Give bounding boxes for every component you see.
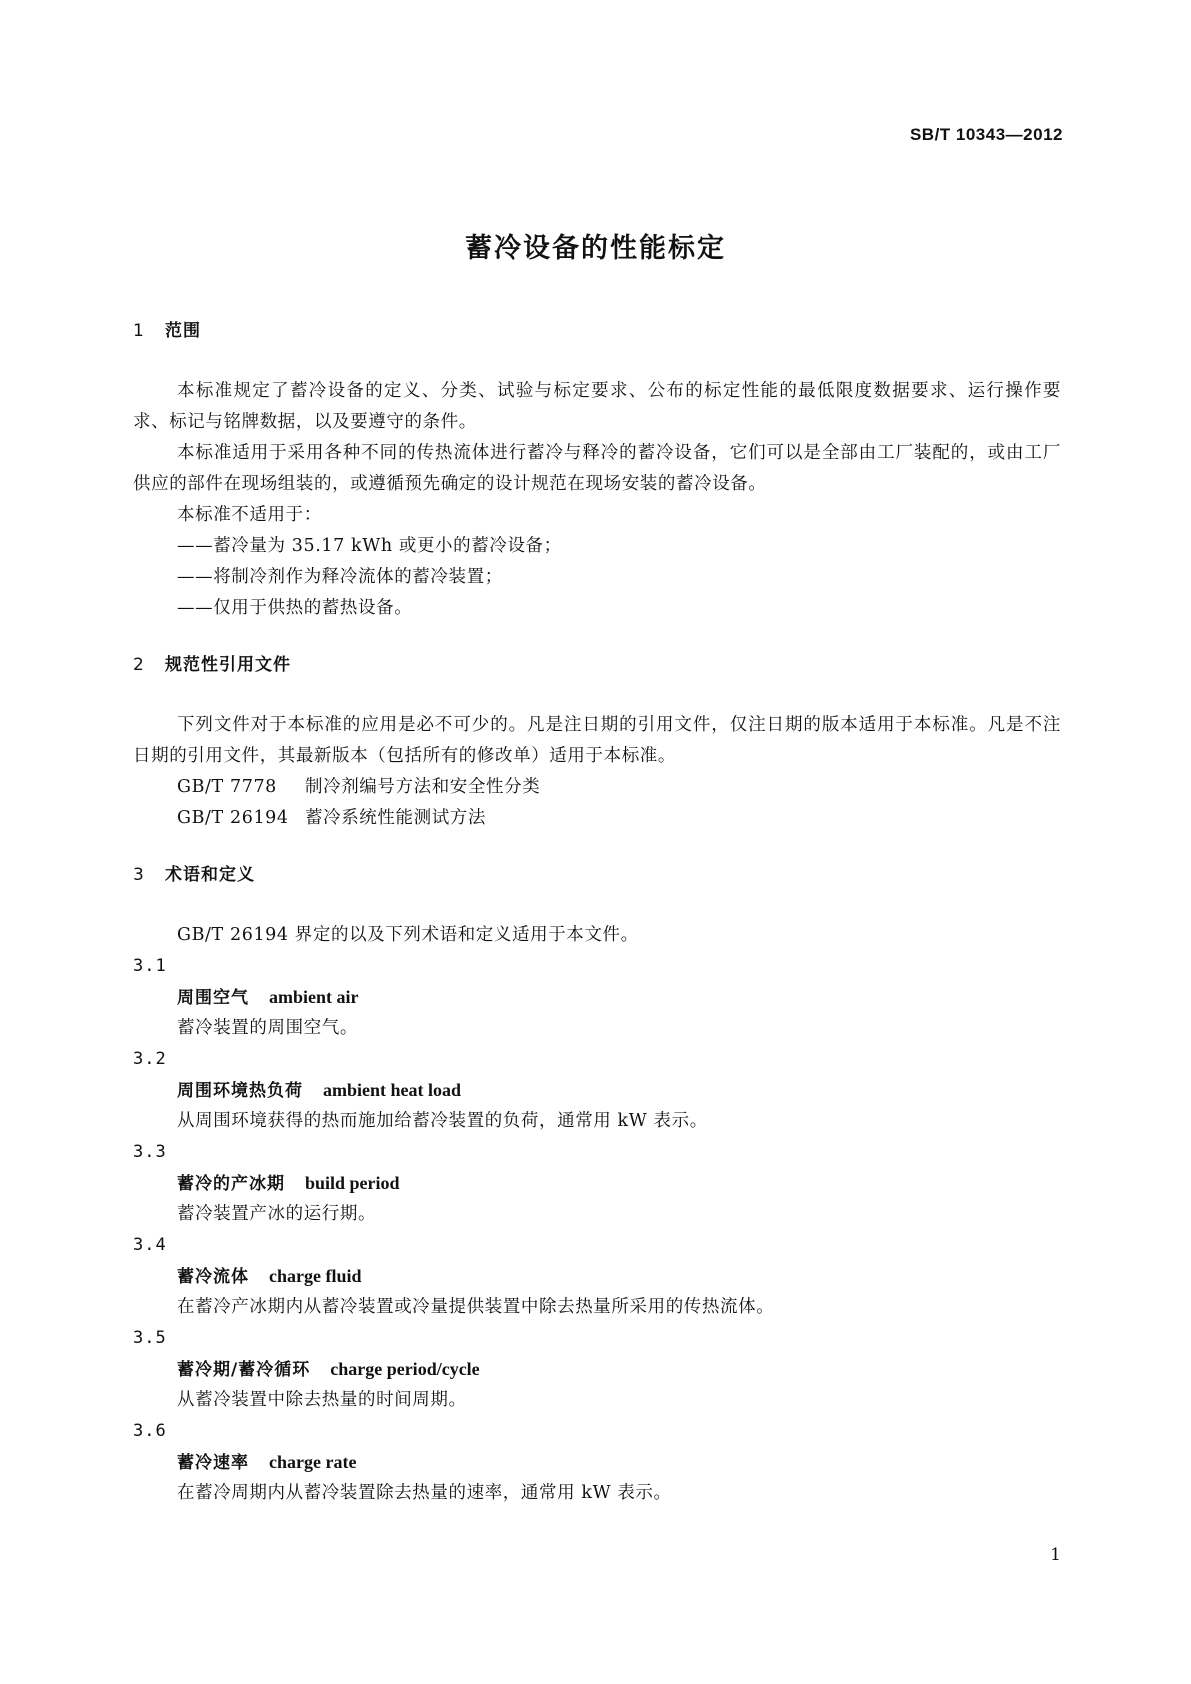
section-title: 规范性引用文件 bbox=[165, 655, 291, 675]
section-heading-normative-references bbox=[133, 652, 1061, 678]
term-name-en: ambient air bbox=[269, 987, 359, 1007]
term-definition: 从蓄冷装置中除去热量的时间周期。 bbox=[177, 1390, 467, 1410]
term-name-zh: 蓄冷速率 bbox=[177, 1453, 249, 1473]
term-definition: 在蓄冷产冰期内从蓄冷装置或冷量提供装置中除去热量所采用的传热流体。 bbox=[177, 1297, 775, 1317]
term-entry bbox=[133, 951, 1061, 1044]
paragraph: 下列文件对于本标准的应用是必不可少的。凡是注日期的引用文件，仅注日期的版本适用于本标准。凡是不注日期的引用文件，其最新版本（包括所有的修改单）适用于本标准。 bbox=[133, 715, 1061, 766]
term-name-en: charge period/cycle bbox=[330, 1359, 480, 1379]
term-name-zh: 蓄冷期/蓄冷循环 bbox=[177, 1360, 311, 1380]
term-number: 3.3 bbox=[133, 1142, 167, 1162]
term-name bbox=[133, 1075, 1061, 1106]
reference-code: GB/T 26194 bbox=[177, 808, 289, 828]
term-name-zh: 蓄冷的产冰期 bbox=[177, 1174, 285, 1194]
reference-item bbox=[133, 772, 1061, 803]
document-title: 蓄冷设备的性能标定 bbox=[465, 233, 726, 264]
reference-item bbox=[133, 803, 1061, 834]
standard-number: SB/T 10343—2012 bbox=[909, 125, 1063, 144]
section-number: 2 bbox=[133, 655, 145, 675]
term-name-zh: 周围空气 bbox=[177, 988, 249, 1008]
term-definition: 从周围环境获得的热而施加给蓄冷装置的负荷，通常用 kW 表示。 bbox=[177, 1111, 708, 1131]
term-name bbox=[133, 1447, 1061, 1478]
term-entry bbox=[133, 1137, 1061, 1230]
term-entry bbox=[133, 1416, 1061, 1509]
reference-code: GB/T 7778 bbox=[177, 777, 277, 797]
term-entry bbox=[133, 1044, 1061, 1137]
term-number: 3.1 bbox=[133, 956, 167, 976]
term-name-en: charge fluid bbox=[269, 1266, 362, 1286]
section-title: 范围 bbox=[165, 321, 201, 341]
term-name-en: ambient heat load bbox=[323, 1080, 462, 1100]
section-heading-scope bbox=[133, 318, 1061, 344]
term-definition: 在蓄冷周期内从蓄冷装置除去热量的速率，通常用 kW 表示。 bbox=[177, 1483, 672, 1503]
term-name bbox=[133, 982, 1061, 1013]
paragraph: GB/T 26194 界定的以及下列术语和定义适用于本文件。 bbox=[177, 925, 639, 945]
exclusion-item: ——仅用于供热的蓄热设备。 bbox=[177, 598, 413, 618]
section-number: 1 bbox=[133, 321, 145, 341]
paragraph: 本标准规定了蓄冷设备的定义、分类、试验与标定要求、公布的标定性能的最低限度数据要求、运行操作要求、标记与铭牌数据，以及要遵守的条件。 bbox=[133, 381, 1061, 432]
term-name-zh: 周围环境热负荷 bbox=[177, 1081, 303, 1101]
paragraph: 本标准不适用于： bbox=[177, 505, 322, 525]
exclusion-item: ——蓄冷量为 35.17 kWh 或更小的蓄冷设备； bbox=[177, 536, 562, 556]
document-body bbox=[133, 318, 1061, 1509]
page-number: 1 bbox=[1050, 1545, 1061, 1565]
term-name-en: charge rate bbox=[269, 1452, 357, 1472]
term-name bbox=[133, 1354, 1061, 1385]
term-number: 3.5 bbox=[133, 1328, 167, 1348]
term-name bbox=[133, 1168, 1061, 1199]
term-definition: 蓄冷装置产冰的运行期。 bbox=[177, 1204, 377, 1224]
term-entry bbox=[133, 1230, 1061, 1323]
section-number: 3 bbox=[133, 865, 145, 885]
term-number: 3.4 bbox=[133, 1235, 167, 1255]
reference-title: 蓄冷系统性能测试方法 bbox=[305, 808, 486, 828]
term-name-en: build period bbox=[305, 1173, 400, 1193]
term-number: 3.6 bbox=[133, 1421, 167, 1441]
section-title: 术语和定义 bbox=[165, 865, 255, 885]
term-number: 3.2 bbox=[133, 1049, 167, 1069]
exclusion-item: ——将制冷剂作为释冷流体的蓄冷装置； bbox=[177, 567, 503, 587]
term-name bbox=[133, 1261, 1061, 1292]
paragraph: 本标准适用于采用各种不同的传热流体进行蓄冷与释冷的蓄冷设备，它们可以是全部由工厂装配的，或由工厂供应的部件在现场组装的，或遵循预先确定的设计规范在现场安装的蓄冷设备。 bbox=[133, 443, 1061, 494]
reference-title: 制冷剂编号方法和安全性分类 bbox=[305, 777, 541, 797]
term-name-zh: 蓄冷流体 bbox=[177, 1267, 249, 1287]
section-heading-terms bbox=[133, 862, 1061, 888]
term-entry bbox=[133, 1323, 1061, 1416]
term-definition: 蓄冷装置的周围空气。 bbox=[177, 1018, 358, 1038]
